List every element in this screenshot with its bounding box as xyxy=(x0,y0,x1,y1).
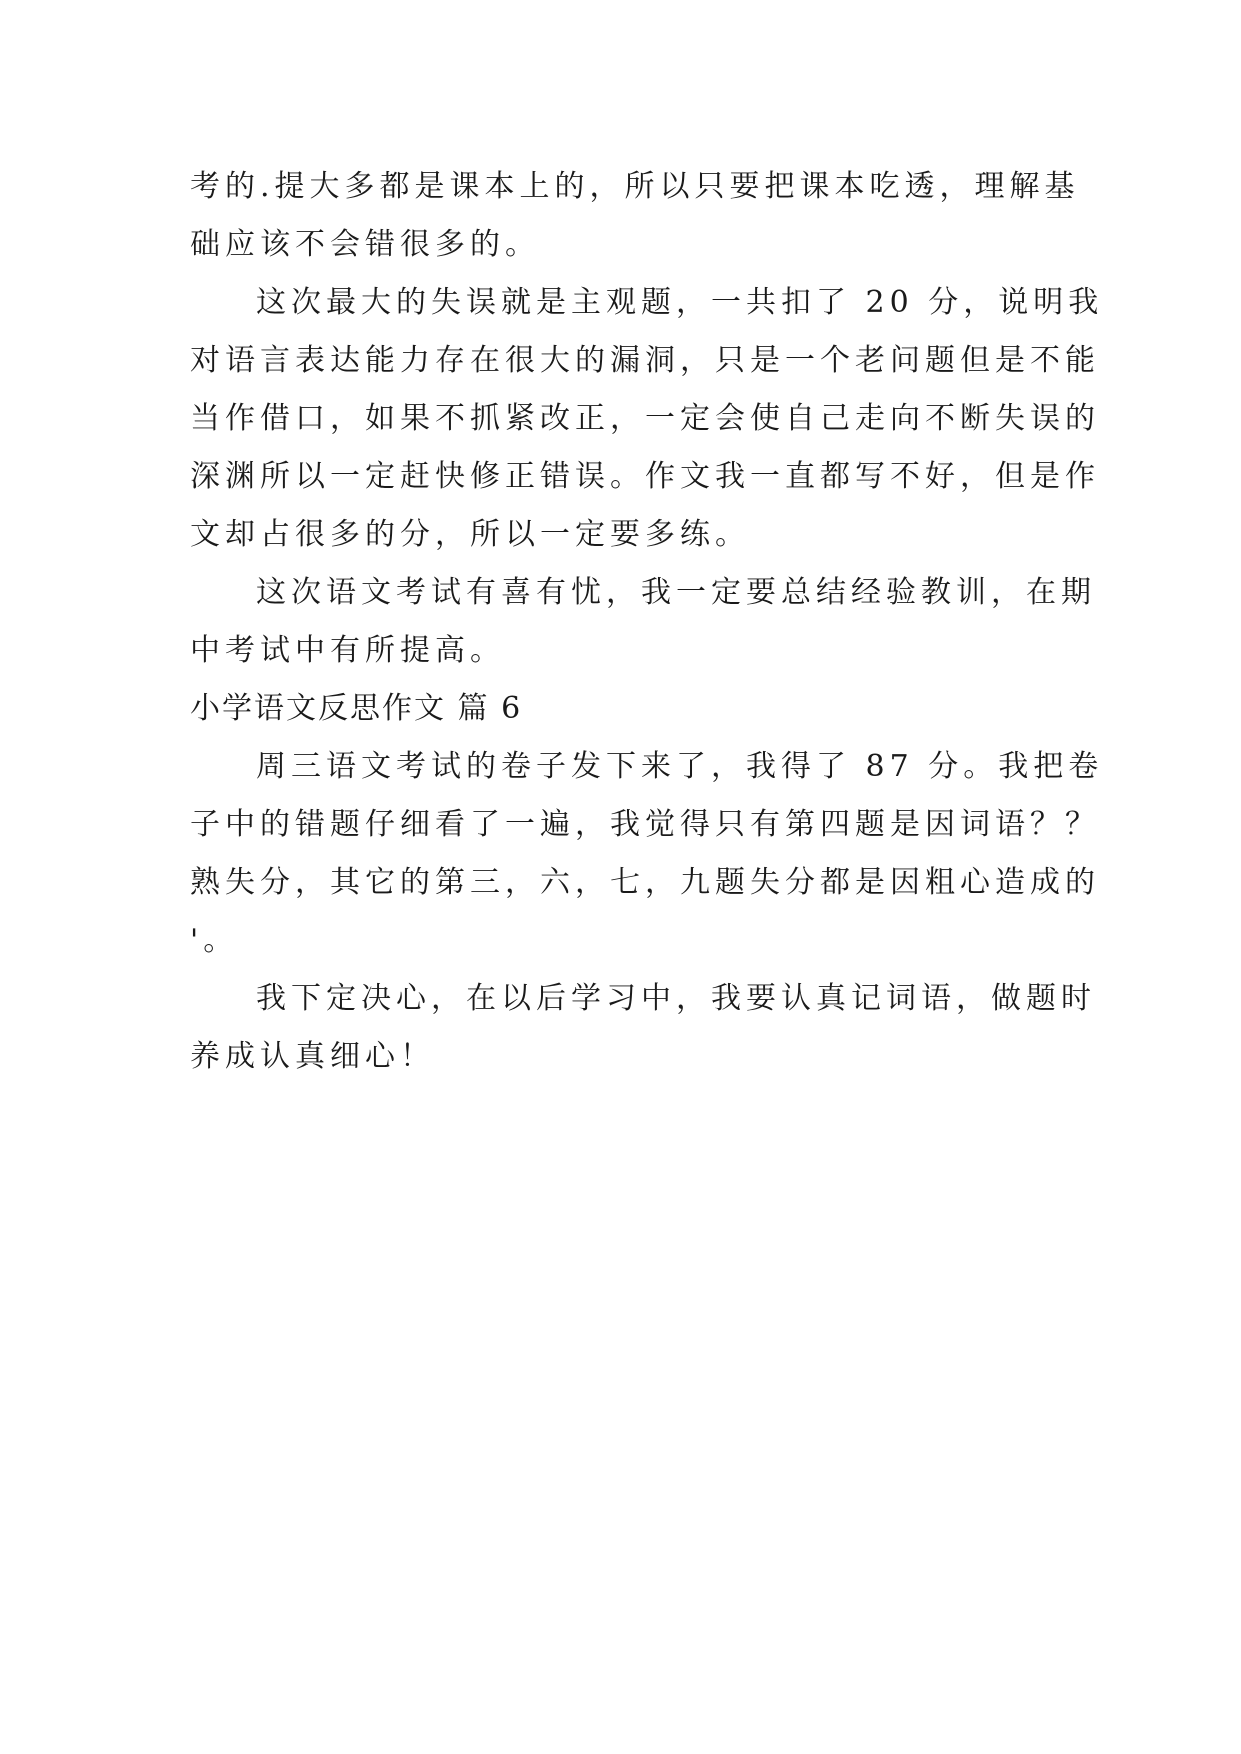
paragraph-2-line-1: 这次最大的失误就是主观题，一共扣了 20 分，说明我 xyxy=(256,285,1104,320)
paragraph-2-line-5: 文却占很多的分，所以一定要多练。 xyxy=(190,517,750,552)
paragraph-5-line-2: 养成认真细心！ xyxy=(190,1039,435,1074)
paragraph-2-line-4: 深渊所以一定赶快修正错误。作文我一直都写不好，但是作 xyxy=(190,459,1100,494)
document-body xyxy=(190,158,1104,1086)
paragraph-2-line-2: 对语言表达能力存在很大的漏洞，只是一个老问题但是不能 xyxy=(190,343,1100,378)
paragraph-1-line-2: 础应该不会错很多的。 xyxy=(190,227,540,262)
paragraph-3-line-2: 中考试中有所提高。 xyxy=(190,633,505,668)
paragraph-4-line-3: 熟失分，其它的第三，六，七，九题失分都是因粗心造成的 xyxy=(190,865,1100,900)
paragraph-3-line-1: 这次语文考试有喜有忧，我一定要总结经验教训，在期 xyxy=(256,575,1096,610)
paragraph-1-line-1: 考的.提大多都是课本上的，所以只要把课本吃透，理解基 xyxy=(190,169,1080,204)
paragraph-4-line-4: '。 xyxy=(190,923,239,958)
paragraph-2-line-3: 当作借口，如果不抓紧改正，一定会使自己走向不断失误的 xyxy=(190,401,1100,436)
paragraph-5-line-1: 我下定决心，在以后学习中，我要认真记词语，做题时 xyxy=(256,981,1096,1016)
paragraph-4-line-2: 子中的错题仔细看了一遍，我觉得只有第四题是因词语？？ xyxy=(190,807,1100,842)
section-heading: 小学语文反思作文 篇 6 xyxy=(190,691,523,726)
paragraph-4-line-1: 周三语文考试的卷子发下来了，我得了 87 分。我把卷 xyxy=(256,749,1104,784)
